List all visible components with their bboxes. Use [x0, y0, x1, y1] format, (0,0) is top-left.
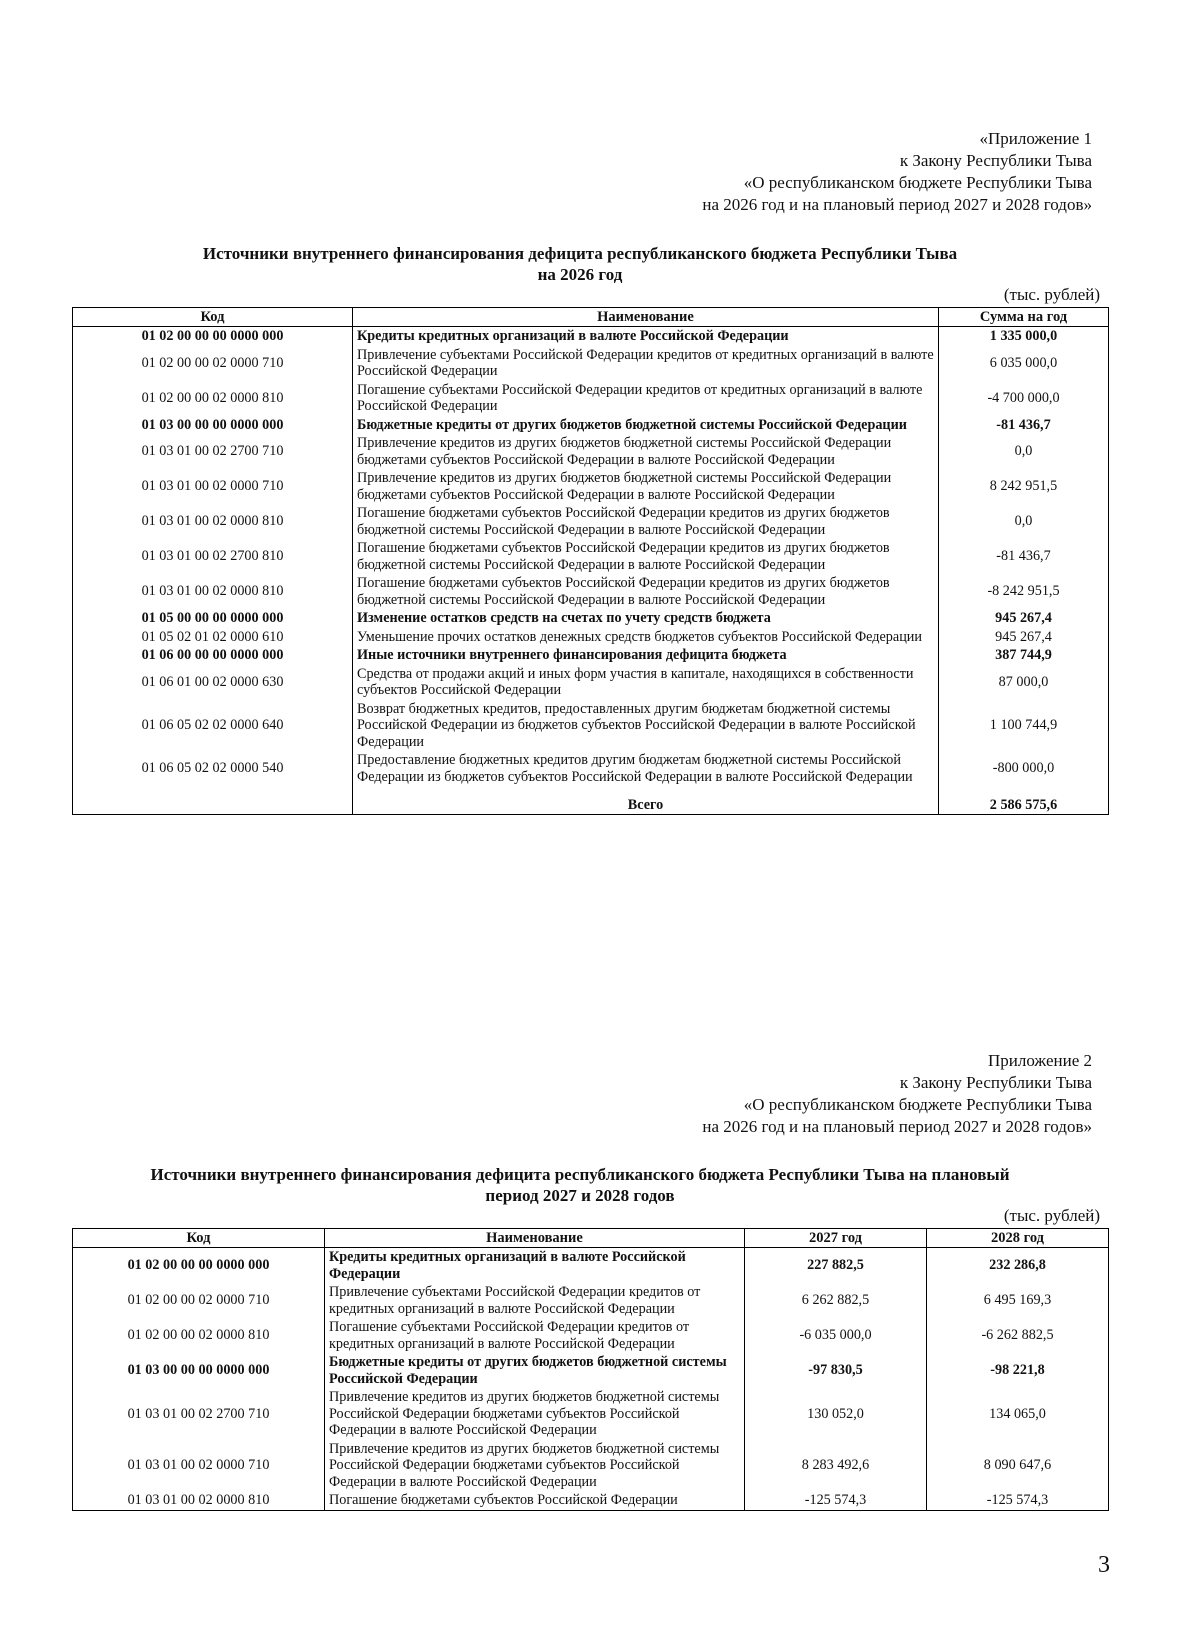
row-name: Привлечение кредитов из других бюджетов бюджетной системы Российской Федерации бюджетами субъектов Российской Федерации в валюте Российской Федерации	[325, 1388, 745, 1440]
row-2027: 6 262 882,5	[745, 1283, 927, 1318]
table-row	[73, 327, 1109, 346]
row-name: Кредиты кредитных организаций в валюте Российской Федерации	[353, 327, 939, 346]
row-name: Погашение бюджетами субъектов Российской Федерации	[325, 1491, 745, 1510]
row-2027: -125 574,3	[745, 1491, 927, 1510]
row-amount: 6 035 000,0	[939, 346, 1109, 381]
row-code: 01 03 01 00 02 0000 810	[73, 504, 353, 539]
header-amount: Сумма на год	[939, 308, 1109, 327]
row-code: 01 06 05 02 02 0000 540	[73, 751, 353, 786]
total-row	[73, 786, 1109, 815]
row-name: Погашение субъектами Российской Федерации кредитов от кредитных организаций в валюте Российской Федерации	[325, 1318, 745, 1353]
header-code: Код	[73, 308, 353, 327]
row-amount: -81 436,7	[939, 416, 1109, 435]
row-name: Предоставление бюджетных кредитов другим бюджетам бюджетной системы Российской Федерации из бюджетов субъектов Российской Федерации в валюте Российской Федерации	[353, 751, 939, 786]
row-code: 01 03 01 00 02 0000 810	[73, 1491, 325, 1510]
row-code: 01 06 05 02 02 0000 640	[73, 700, 353, 752]
table-row	[73, 646, 1109, 665]
table-1-title	[60, 243, 1100, 285]
row-code: 01 02 00 00 02 0000 810	[73, 381, 353, 416]
row-amount: -4 700 000,0	[939, 381, 1109, 416]
row-code: 01 03 00 00 00 0000 000	[73, 416, 353, 435]
header-name: Наименование	[325, 1229, 745, 1248]
table-row	[73, 628, 1109, 647]
table-row	[73, 434, 1109, 469]
row-amount: -81 436,7	[939, 539, 1109, 574]
table-row	[73, 346, 1109, 381]
appendix-1-line: «Приложение 1	[979, 129, 1092, 148]
row-amount: 0,0	[939, 434, 1109, 469]
table-1-header-row	[73, 308, 1109, 327]
row-amount: 8 242 951,5	[939, 469, 1109, 504]
row-code: 01 02 00 00 00 0000 000	[73, 327, 353, 346]
row-name: Погашение бюджетами субъектов Российской Федерации кредитов из других бюджетов бюджетной системы Российской Федерации в валюте Российской Федерации	[353, 504, 939, 539]
row-amount: 945 267,4	[939, 628, 1109, 647]
table-row	[73, 381, 1109, 416]
row-amount: 87 000,0	[939, 665, 1109, 700]
table-row	[73, 751, 1109, 786]
row-code: 01 03 01 00 02 0000 710	[73, 1440, 325, 1492]
row-amount: 0,0	[939, 504, 1109, 539]
row-2028: 232 286,8	[927, 1248, 1109, 1284]
row-code: 01 02 00 00 02 0000 810	[73, 1318, 325, 1353]
row-name: Погашение бюджетами субъектов Российской Федерации кредитов из других бюджетов бюджетной системы Российской Федерации в валюте Российской Федерации	[353, 539, 939, 574]
appendix-2-line: на 2026 год и на плановый период 2027 и 2028 годов»	[702, 1117, 1092, 1136]
table-2-title-line-1: Источники внутреннего финансирования дефицита республиканского бюджета Республики Тыва на плановый	[150, 1165, 1010, 1184]
row-name: Бюджетные кредиты от других бюджетов бюджетной системы Российской Федерации	[353, 416, 939, 435]
row-2028: 8 090 647,6	[927, 1440, 1109, 1492]
table-row	[73, 1440, 1109, 1492]
appendix-2-line: «О республиканском бюджете Республики Тыва	[743, 1095, 1092, 1114]
row-name: Средства от продажи акций и иных форм участия в капитале, находящихся в собственности субъектов Российской Федерации	[353, 665, 939, 700]
row-2027: 8 283 492,6	[745, 1440, 927, 1492]
row-2028: 134 065,0	[927, 1388, 1109, 1440]
row-name: Уменьшение прочих остатков денежных средств бюджетов субъектов Российской Федерации	[353, 628, 939, 647]
table-row	[73, 700, 1109, 752]
row-name: Привлечение субъектами Российской Федерации кредитов от кредитных организаций в валюте Российской Федерации	[353, 346, 939, 381]
total-amount: 2 586 575,6	[939, 786, 1109, 815]
row-2028: -98 221,8	[927, 1353, 1109, 1388]
header-code: Код	[73, 1229, 325, 1248]
table-row	[73, 416, 1109, 435]
appendix-2-line: Приложение 2	[988, 1051, 1092, 1070]
appendix-1-header	[702, 128, 1092, 216]
row-code: 01 02 00 00 00 0000 000	[73, 1248, 325, 1284]
appendix-1-line: на 2026 год и на плановый период 2027 и 2028 годов»	[702, 195, 1092, 214]
row-2028: -6 262 882,5	[927, 1318, 1109, 1353]
row-name: Иные источники внутреннего финансирования дефицита бюджета	[353, 646, 939, 665]
appendix-2-header	[702, 1050, 1092, 1138]
row-code: 01 03 01 00 02 0000 710	[73, 469, 353, 504]
table-2-title-line-2: период 2027 и 2028 годов	[485, 1186, 675, 1205]
appendix-2-line: к Закону Республики Тыва	[899, 1073, 1092, 1092]
appendix-1-line: к Закону Республики Тыва	[899, 151, 1092, 170]
table-1-units: (тыс. рублей)	[1003, 285, 1100, 304]
row-code: 01 05 00 00 00 0000 000	[73, 609, 353, 628]
header-2027: 2027 год	[745, 1229, 927, 1248]
page-number: 3	[1098, 1552, 1110, 1578]
total-code-empty	[73, 786, 353, 815]
table-2-body	[73, 1248, 1109, 1511]
row-amount: -8 242 951,5	[939, 574, 1109, 609]
header-2028: 2028 год	[927, 1229, 1109, 1248]
table-row	[73, 1353, 1109, 1388]
table-row	[73, 1318, 1109, 1353]
table-row	[73, 469, 1109, 504]
row-amount: 1 335 000,0	[939, 327, 1109, 346]
table-row	[73, 1491, 1109, 1510]
table-1-title-line-1: Источники внутреннего финансирования дефицита республиканского бюджета Республики Тыва	[202, 244, 958, 263]
row-name: Бюджетные кредиты от других бюджетов бюджетной системы Российской Федерации	[325, 1353, 745, 1388]
row-name: Привлечение кредитов из других бюджетов бюджетной системы Российской Федерации бюджетами субъектов Российской Федерации в валюте Российской Федерации	[353, 434, 939, 469]
row-name: Кредиты кредитных организаций в валюте Российской Федерации	[325, 1248, 745, 1284]
table-2-2027-2028	[72, 1228, 1109, 1511]
header-name: Наименование	[353, 308, 939, 327]
table-row	[73, 665, 1109, 700]
row-code: 01 03 01 00 02 2700 710	[73, 434, 353, 469]
row-name: Привлечение кредитов из других бюджетов бюджетной системы Российской Федерации бюджетами субъектов Российской Федерации в валюте Российской Федерации	[325, 1440, 745, 1492]
row-amount: 387 744,9	[939, 646, 1109, 665]
row-code: 01 03 00 00 00 0000 000	[73, 1353, 325, 1388]
row-code: 01 03 01 00 02 2700 710	[73, 1388, 325, 1440]
row-name: Возврат бюджетных кредитов, предоставленных другим бюджетам бюджетной системы Российской Федерации из бюджетов субъектов Российской Федерации в валюте Российской Федерации	[353, 700, 939, 752]
table-row	[73, 609, 1109, 628]
table-row	[73, 539, 1109, 574]
table-row	[73, 1388, 1109, 1440]
total-label: Всего	[353, 786, 939, 815]
row-2028: -125 574,3	[927, 1491, 1109, 1510]
row-code: 01 02 00 00 02 0000 710	[73, 346, 353, 381]
row-name: Погашение субъектами Российской Федерации кредитов от кредитных организаций в валюте Российской Федерации	[353, 381, 939, 416]
row-2027: -6 035 000,0	[745, 1318, 927, 1353]
table-row	[73, 1283, 1109, 1318]
row-2027: 130 052,0	[745, 1388, 927, 1440]
row-code: 01 05 02 01 02 0000 610	[73, 628, 353, 647]
row-2027: 227 882,5	[745, 1248, 927, 1284]
row-code: 01 06 00 00 00 0000 000	[73, 646, 353, 665]
table-row	[73, 574, 1109, 609]
row-amount: 1 100 744,9	[939, 700, 1109, 752]
table-2-title	[60, 1164, 1100, 1206]
table-1-title-line-2: на 2026 год	[537, 265, 623, 284]
row-code: 01 06 01 00 02 0000 630	[73, 665, 353, 700]
row-amount: -800 000,0	[939, 751, 1109, 786]
table-row	[73, 504, 1109, 539]
row-2028: 6 495 169,3	[927, 1283, 1109, 1318]
table-2-units: (тыс. рублей)	[1003, 1206, 1100, 1225]
appendix-1-line: «О республиканском бюджете Республики Тыва	[743, 173, 1092, 192]
row-name: Изменение остатков средств на счетах по учету средств бюджета	[353, 609, 939, 628]
row-code: 01 03 01 00 02 2700 810	[73, 539, 353, 574]
row-amount: 945 267,4	[939, 609, 1109, 628]
row-name: Привлечение кредитов из других бюджетов бюджетной системы Российской Федерации бюджетами субъектов Российской Федерации в валюте Российской Федерации	[353, 469, 939, 504]
row-code: 01 03 01 00 02 0000 810	[73, 574, 353, 609]
table-1-body	[73, 327, 1109, 815]
table-row	[73, 1248, 1109, 1284]
row-code: 01 02 00 00 02 0000 710	[73, 1283, 325, 1318]
table-2-header-row	[73, 1229, 1109, 1248]
table-1-2026	[72, 307, 1109, 815]
row-2027: -97 830,5	[745, 1353, 927, 1388]
row-name: Привлечение субъектами Российской Федерации кредитов от кредитных организаций в валюте Российской Федерации	[325, 1283, 745, 1318]
row-name: Погашение бюджетами субъектов Российской Федерации кредитов из других бюджетов бюджетной системы Российской Федерации в валюте Российской Федерации	[353, 574, 939, 609]
